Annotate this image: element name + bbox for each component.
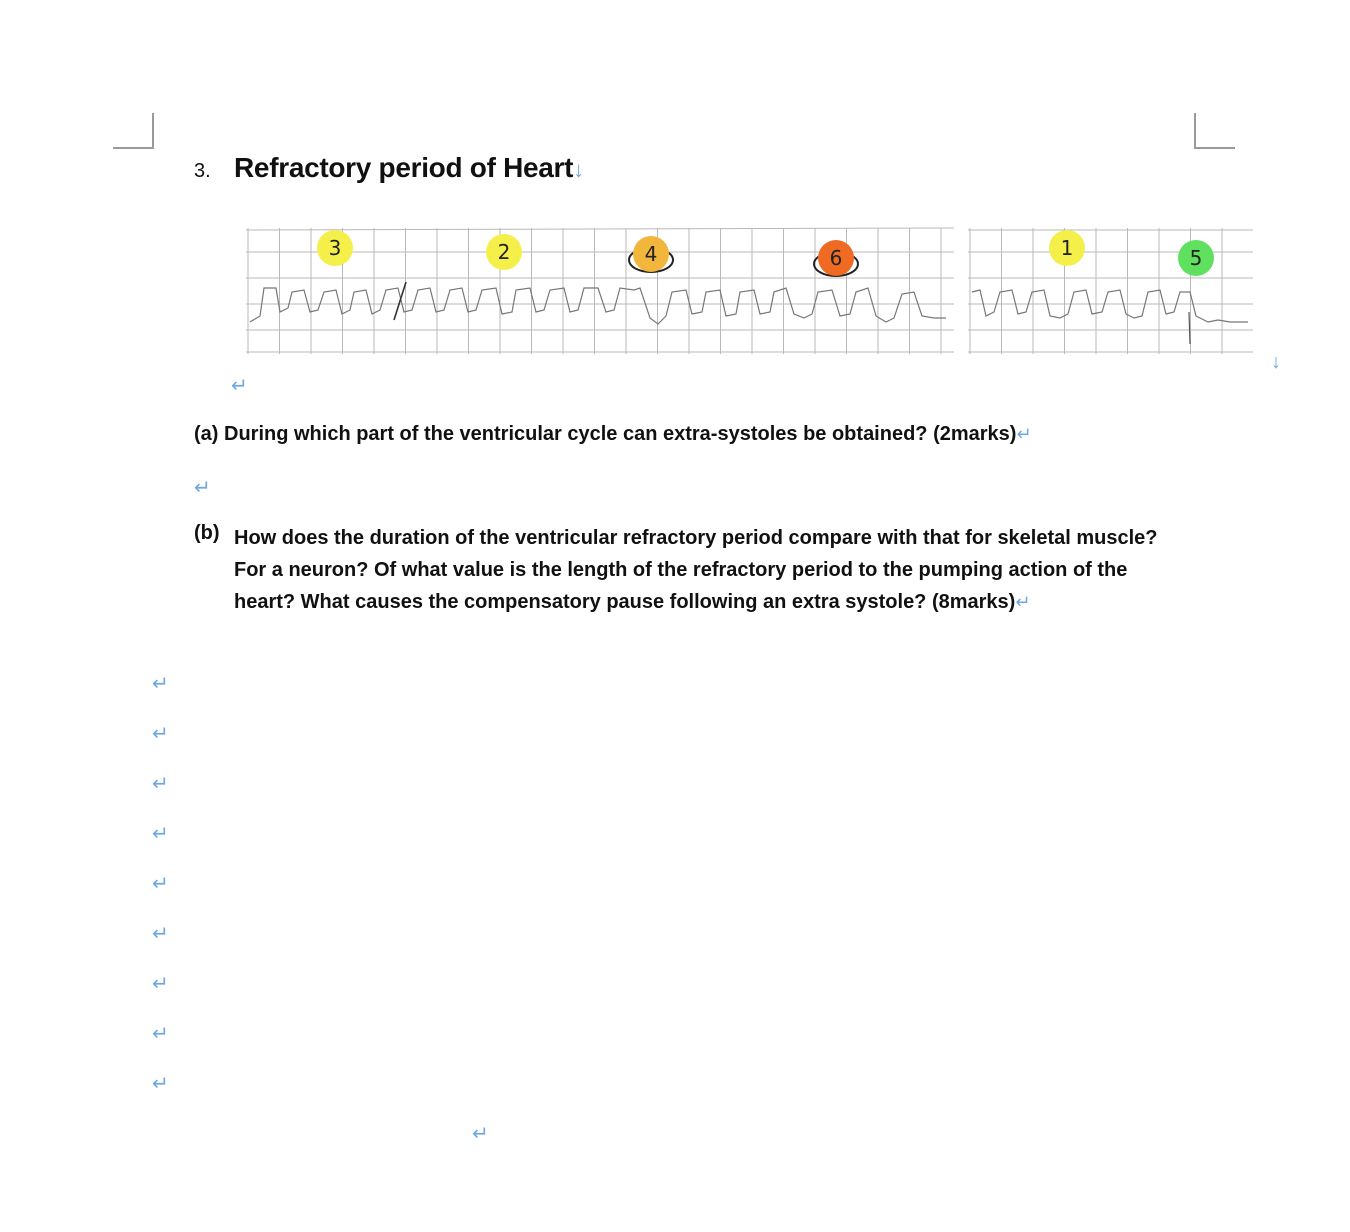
stimulus-label-text: 4 (644, 242, 658, 266)
paragraph-mark: ↵ (152, 823, 169, 845)
stimulus-label-text: 3 (328, 236, 342, 260)
paragraph-mark: ↵ (152, 1073, 169, 1095)
stimulus-label-5 (1178, 240, 1214, 276)
stimulus-label-1 (1049, 230, 1085, 266)
paragraph-mark: ↵ (472, 1123, 489, 1145)
paragraph-mark: ↵ (194, 477, 211, 499)
line-break-mark: ↓ (1271, 351, 1281, 373)
paragraph-mark: ↵ (1016, 424, 1032, 444)
section-title (234, 152, 584, 184)
line-break-mark: ↓ (573, 157, 584, 182)
pen-mark (394, 282, 406, 320)
stimulus-label-6 (814, 240, 858, 276)
stimulus-labels (1049, 230, 1214, 276)
stimulus-label-text: 6 (829, 246, 843, 270)
paragraph-mark: ↵ (152, 1023, 169, 1045)
question-a (194, 423, 1032, 446)
stimulus-label-text: 5 (1189, 246, 1203, 270)
stimulus-labels (317, 230, 858, 276)
heart-trace (250, 288, 946, 324)
paragraph-mark: ↵ (152, 923, 169, 945)
stimulus-label-3 (317, 230, 353, 266)
section-number: 3. (194, 160, 211, 182)
question-a-text: (a) During which part of the ventricular cycle can extra-systoles be obtained? (2marks) (194, 423, 1017, 445)
stimulus-label-2 (486, 234, 522, 270)
crop-mark-top-left (113, 113, 154, 149)
heart-trace (972, 290, 1248, 322)
paragraph-mark: ↵ (1015, 592, 1031, 612)
paragraph-mark: ↵ (231, 375, 248, 397)
paragraph-mark: ↵ (152, 723, 169, 745)
question-b-text: How does the duration of the ventricular refractory period compare with that for skeletal muscle? For a neuron? Of what value is the length of the refractory period to the pumping action of the heart? What causes the compensatory pause following an extra systole? (8marks) (234, 527, 1158, 613)
question-b-body (234, 522, 1174, 618)
question-b-label: (b) (194, 522, 220, 544)
stimulus-label-text: 1 (1060, 236, 1074, 260)
crop-mark-top-right (1194, 113, 1235, 149)
stimulus-label-text: 2 (497, 240, 511, 264)
pen-mark (1189, 312, 1190, 344)
paragraph-mark: ↵ (152, 673, 169, 695)
stimulus-label-4 (629, 236, 673, 272)
kymograph-strip-2 (968, 226, 1253, 354)
paragraph-mark: ↵ (152, 773, 169, 795)
kymograph-strip-1 (246, 226, 954, 354)
section-title-text: Refractory period of Heart (234, 152, 574, 183)
paragraph-mark: ↵ (152, 973, 169, 995)
section-heading (194, 152, 584, 184)
paragraph-mark: ↵ (152, 873, 169, 895)
